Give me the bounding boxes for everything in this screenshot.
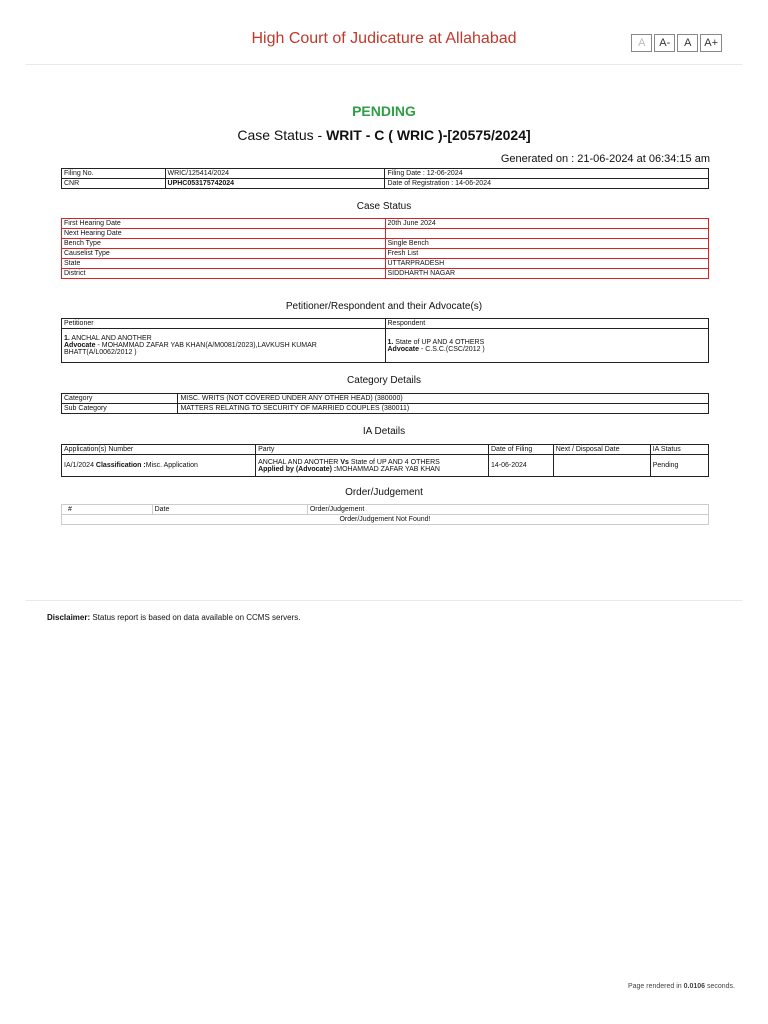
ia-header-number: Application(s) Number — [62, 445, 256, 455]
font-default-disabled-button: A — [631, 34, 652, 52]
sub-category-label: Sub Category — [62, 404, 178, 414]
district-label: District — [62, 269, 386, 279]
orders-table — [61, 504, 709, 525]
font-increase-button[interactable]: A+ — [700, 34, 722, 52]
bench-type-value: Single Bench — [385, 239, 709, 249]
orders-header-index: # — [62, 505, 153, 515]
ia-number-cell — [62, 455, 256, 477]
table-row — [62, 239, 709, 249]
render-time-prefix: Page rendered in — [627, 983, 684, 990]
category-value: MISC. WRITS (NOT COVERED UNDER ANY OTHER HEAD) (380000) — [178, 394, 709, 404]
cnr-label: CNR — [62, 179, 166, 189]
parties-table — [61, 318, 709, 363]
divider — [26, 600, 742, 601]
petitioner-cell — [62, 329, 386, 363]
category-title: Category Details — [347, 375, 421, 386]
ia-header-party: Party — [256, 445, 489, 455]
table-row — [62, 229, 709, 239]
table-row — [62, 219, 709, 229]
ia-classification: Misc. Application — [145, 462, 198, 469]
case-number: WRIT - C ( WRIC )-[20575/2024] — [326, 127, 531, 143]
disclaimer — [47, 613, 300, 622]
first-hearing-value: 20th June 2024 — [385, 219, 709, 229]
cnr-value: UPHC053175742024 — [165, 179, 385, 189]
ia-party-respondent: State of UP AND 4 OTHERS — [350, 458, 440, 466]
orders-header-order: Order/Judgement — [307, 505, 708, 515]
ia-header-next-date: Next / Disposal Date — [553, 445, 650, 455]
orders-title: Order/Judgement — [345, 487, 423, 498]
next-hearing-value — [385, 229, 709, 239]
generated-timestamp: Generated on : 21-06-2024 at 06:34:15 am — [500, 153, 710, 165]
render-time-value: 0.0106 — [683, 983, 706, 990]
respondent-header: Respondent — [385, 319, 709, 329]
render-time — [628, 983, 735, 990]
table-row — [62, 515, 709, 525]
ia-title: IA Details — [362, 426, 406, 437]
filing-no-value: WRIC/125414/2024 — [165, 169, 385, 179]
table-row — [62, 269, 709, 279]
state-value: UTTARPRADESH — [385, 259, 709, 269]
petitioner-header: Petitioner — [62, 319, 386, 329]
next-hearing-label: Next Hearing Date — [62, 229, 386, 239]
category-label: Category — [62, 394, 178, 404]
ia-table — [61, 444, 709, 477]
font-size-controls — [631, 34, 722, 52]
petitioner-advocate: - MOHAMMAD ZAFAR YAB KHAN(A/M0081/2023),LAVKUSH KUMAR BHATT(A/L0062/2012 ) — [64, 342, 317, 356]
table-row — [62, 249, 709, 259]
respondent-name: State of UP AND 4 OTHERS — [395, 338, 485, 346]
table-row — [62, 259, 709, 269]
table-row — [62, 394, 709, 404]
respondent-advocate: - C.S.C.(CSC/2012 ) — [420, 345, 485, 353]
respondent-cell — [385, 329, 709, 363]
table-row — [62, 455, 709, 477]
ia-status: Pending — [650, 455, 708, 477]
render-time-suffix: seconds. — [705, 983, 735, 990]
registration-date: Date of Registration : 14-06-2024 — [385, 179, 709, 189]
state-label: State — [62, 259, 386, 269]
respondent-number: 1. — [387, 338, 394, 346]
disclaimer-text: Status report is based on data available on CCMS servers. — [90, 613, 301, 622]
font-reset-button[interactable]: A — [677, 34, 698, 52]
petitioner-name: ANCHAL AND ANOTHER — [71, 335, 152, 342]
case-status-label: PENDING — [352, 103, 416, 119]
ia-header-filing-date: Date of Filing — [489, 445, 554, 455]
disclaimer-label: Disclaimer: — [47, 613, 91, 622]
petitioner-number: 1. — [64, 335, 70, 342]
category-table — [61, 393, 709, 414]
page-header — [26, 18, 742, 65]
ia-classification-label: Classification : — [95, 462, 146, 469]
case-status-table — [61, 218, 709, 279]
filing-no-label: Filing No. — [62, 169, 166, 179]
ia-applied-by: MOHAMMAD ZAFAR YAB KHAN — [336, 465, 440, 473]
case-status-title: Case Status — [356, 201, 412, 212]
ia-header-status: IA Status — [650, 445, 708, 455]
ia-applied-by-label: Applied by (Advocate) : — [258, 465, 337, 473]
causelist-type-value: Fresh List — [385, 249, 709, 259]
ia-number: IA/1/2024 — [64, 462, 94, 469]
case-heading-prefix: Case Status - — [237, 127, 323, 143]
case-heading — [0, 127, 768, 143]
district-value: SIDDHARTH NAGAR — [385, 269, 709, 279]
parties-title: Petitioner/Respondent and their Advocate(s) — [285, 301, 483, 312]
sub-category-value: MATTERS RELATING TO SECURITY OF MARRIED COUPLES (380011) — [178, 404, 709, 414]
ia-vs: Vs — [340, 458, 349, 466]
respondent-advocate-label: Advocate — [387, 345, 420, 353]
font-decrease-button[interactable]: A- — [654, 34, 675, 52]
ia-filing-date: 14-06-2024 — [489, 455, 554, 477]
ia-party-petitioner: ANCHAL AND ANOTHER — [258, 458, 339, 466]
first-hearing-label: First Hearing Date — [62, 219, 386, 229]
ia-next-date — [553, 455, 650, 477]
bench-type-label: Bench Type — [62, 239, 386, 249]
filing-date: Filing Date : 12-06-2024 — [385, 169, 709, 179]
site-title: High Court of Judicature at Allahabad — [251, 30, 517, 47]
orders-header-date: Date — [152, 505, 307, 515]
causelist-type-label: Causelist Type — [62, 249, 386, 259]
filing-table — [61, 168, 709, 189]
orders-empty-message: Order/Judgement Not Found! — [62, 515, 709, 525]
table-row — [62, 404, 709, 414]
petitioner-advocate-label: Advocate — [64, 342, 96, 349]
ia-party-cell — [256, 455, 489, 477]
